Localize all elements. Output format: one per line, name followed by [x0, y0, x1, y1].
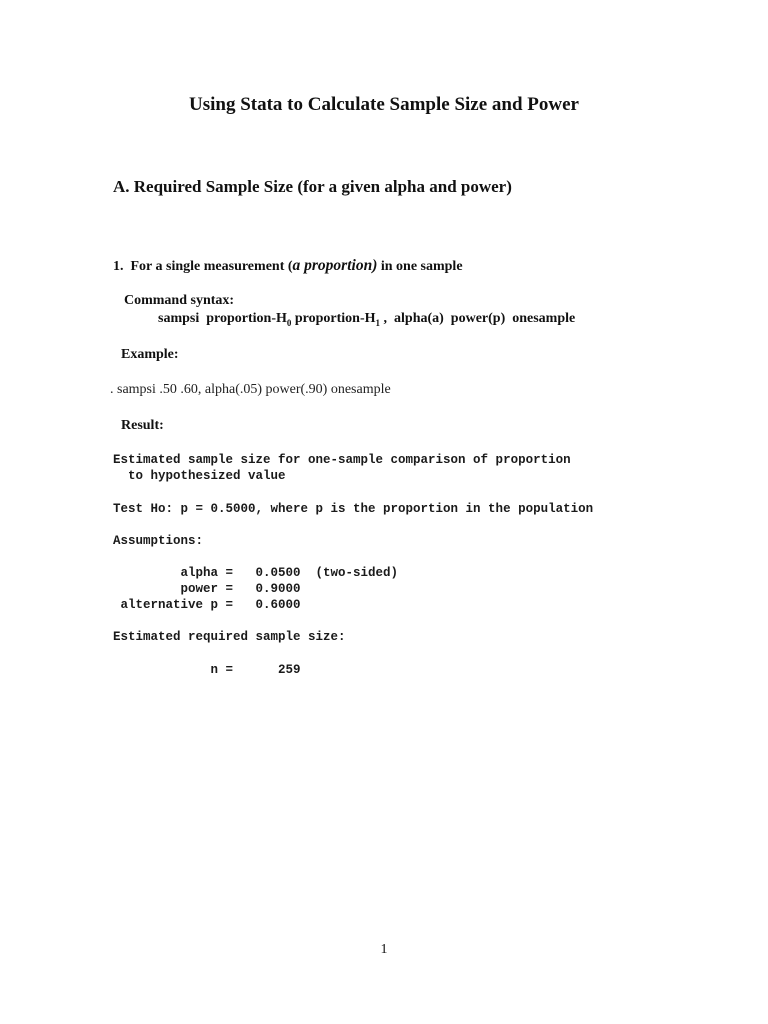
- command-syntax-label: Command syntax:: [124, 293, 235, 308]
- example-label: Example:: [121, 347, 179, 362]
- section-heading-a: A. Required Sample Size (for a given alpha and power): [113, 177, 512, 196]
- result-label: Result:: [121, 418, 164, 433]
- output-line-3: Test Ho: p = 0.5000, where p is the proportion in the population: [113, 502, 594, 516]
- page-title: Using Stata to Calculate Sample Size and Power: [188, 94, 579, 115]
- syntax-part-1: sampsi proportion-H: [158, 311, 287, 326]
- item-1-heading: [113, 257, 463, 275]
- output-line-5: alpha = 0.0500 (two-sided): [113, 566, 399, 580]
- output-line-2: to hypothesized value: [113, 469, 286, 483]
- syntax-part-3: , alpha(a) power(p) onesample: [380, 311, 576, 326]
- syntax-sub-1: 1: [375, 317, 381, 328]
- output-line-9: n = 259: [113, 663, 301, 677]
- syntax-sub-0: 0: [286, 317, 292, 328]
- output-line-6: power = 0.9000: [113, 582, 301, 596]
- command-syntax: [158, 311, 575, 328]
- output-line-8: Estimated required sample size:: [113, 630, 346, 644]
- item-1-suffix: in one sample: [377, 259, 463, 274]
- item-1-prefix: 1. For a single measurement (: [113, 259, 293, 274]
- example-command: . sampsi .50 .60, alpha(.05) power(.90) onesample: [110, 382, 391, 397]
- output-line-1: Estimated sample size for one-sample comparison of proportion: [113, 453, 571, 467]
- output-line-4: Assumptions:: [113, 534, 204, 548]
- page-number: 1: [380, 942, 388, 957]
- syntax-part-2: proportion-H: [291, 311, 376, 326]
- item-1-emphasis: a proportion): [292, 257, 378, 274]
- output-line-7: alternative p = 0.6000: [113, 598, 301, 612]
